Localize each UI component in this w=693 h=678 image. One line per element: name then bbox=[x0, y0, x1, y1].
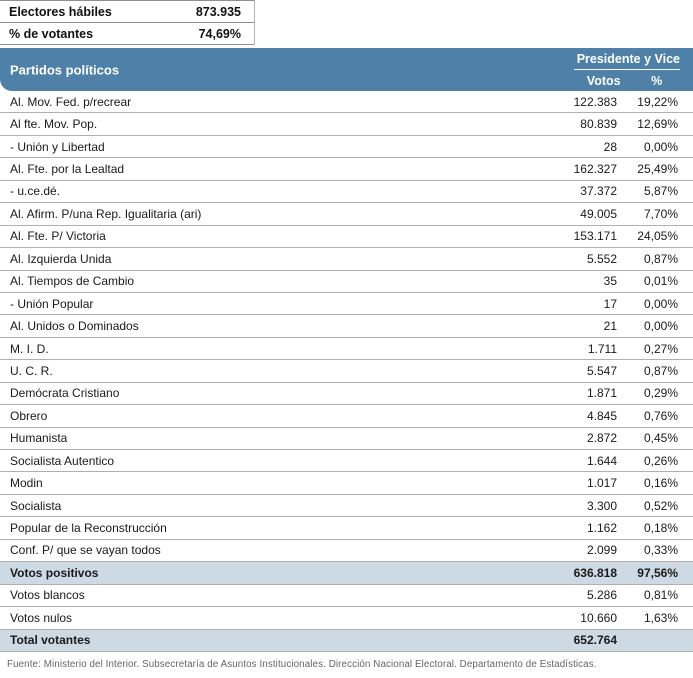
table-row bbox=[0, 428, 693, 450]
group-header-label: Presidente y Vice bbox=[574, 48, 680, 70]
summary-label: Electores hábiles bbox=[9, 4, 112, 19]
table-row bbox=[0, 203, 693, 225]
votes-value: 652.764 bbox=[573, 633, 617, 648]
votes-value: 28 bbox=[603, 139, 617, 154]
percent-value: 12,69% bbox=[637, 117, 678, 132]
party-name: Humanista bbox=[10, 431, 68, 446]
votes-value: 122.383 bbox=[573, 94, 617, 109]
table-row bbox=[0, 315, 693, 337]
percent-value: 7,70% bbox=[643, 206, 678, 221]
votes-value: 35 bbox=[603, 274, 617, 289]
table-row bbox=[0, 293, 693, 315]
summary-value: 873.935 bbox=[195, 4, 241, 19]
party-name: Al. Afirm. P/una Rep. Igualitaria (ari) bbox=[10, 206, 202, 221]
votes-value: 49.005 bbox=[580, 206, 617, 221]
votes-value: 10.660 bbox=[580, 610, 617, 625]
party-name: Obrero bbox=[10, 408, 48, 423]
percent-value: 0,33% bbox=[643, 543, 678, 558]
party-name: U. C. R. bbox=[10, 363, 53, 378]
table-row bbox=[0, 472, 693, 494]
summary-row-electores bbox=[0, 1, 254, 23]
percent-value: 0,76% bbox=[643, 408, 678, 423]
votes-value: 1.871 bbox=[586, 386, 617, 401]
party-name: Socialista Autentico bbox=[10, 453, 115, 468]
votes-value: 5.552 bbox=[586, 251, 617, 266]
percent-value: 0,87% bbox=[643, 363, 678, 378]
summary-label: % de votantes bbox=[9, 26, 94, 41]
percent-value: 0,00% bbox=[643, 319, 678, 334]
votes-value: 2.872 bbox=[586, 431, 617, 446]
table-row bbox=[0, 360, 693, 382]
table-row bbox=[0, 338, 693, 360]
summary-row-votantes bbox=[0, 23, 254, 45]
votes-value: 1.017 bbox=[586, 476, 617, 491]
party-name: Al. Mov. Fed. p/recrear bbox=[10, 94, 132, 109]
percent-value: 25,49% bbox=[637, 162, 678, 177]
votes-value: 5.286 bbox=[586, 588, 617, 603]
table-row bbox=[0, 607, 693, 629]
percent-value: 97,56% bbox=[637, 565, 678, 580]
votes-value: 21 bbox=[603, 319, 617, 334]
party-name: Al. Tiempos de Cambio bbox=[10, 274, 135, 289]
table-header bbox=[0, 48, 693, 91]
percent-value: 24,05% bbox=[637, 229, 678, 244]
table-row bbox=[0, 136, 693, 158]
votes-value: 17 bbox=[603, 296, 617, 311]
percent-value: 0,01% bbox=[643, 274, 678, 289]
percent-value: 0,18% bbox=[643, 521, 678, 536]
table-row bbox=[0, 181, 693, 203]
votes-value: 5.547 bbox=[586, 363, 617, 378]
party-name: Modin bbox=[10, 476, 43, 491]
column-header-pct: % bbox=[651, 73, 663, 88]
column-header-parties: Partidos políticos bbox=[10, 62, 120, 77]
votes-value: 3.300 bbox=[586, 498, 617, 513]
percent-value: 19,22% bbox=[637, 94, 678, 109]
votes-value: 37.372 bbox=[580, 184, 617, 199]
party-name: Al fte. Mov. Pop. bbox=[10, 117, 98, 132]
percent-value: 0,27% bbox=[643, 341, 678, 356]
percent-value: 0,26% bbox=[643, 453, 678, 468]
table-row bbox=[0, 540, 693, 562]
party-name: Total votantes bbox=[10, 633, 91, 648]
party-name: Votos blancos bbox=[10, 588, 85, 603]
party-name: - Unión y Libertad bbox=[10, 139, 105, 154]
summary-table bbox=[0, 0, 255, 45]
header-group-presidente bbox=[574, 48, 680, 91]
table-row bbox=[0, 226, 693, 248]
percent-value: 0,81% bbox=[643, 588, 678, 603]
table-row bbox=[0, 113, 693, 135]
column-header-votos: Votos bbox=[586, 73, 621, 88]
percent-value: 0,16% bbox=[643, 476, 678, 491]
party-name: Votos positivos bbox=[10, 565, 99, 580]
table-row bbox=[0, 91, 693, 113]
votes-value: 1.644 bbox=[586, 453, 617, 468]
percent-value: 1,63% bbox=[643, 610, 678, 625]
party-name: Socialista bbox=[10, 498, 62, 513]
percent-value: 0,52% bbox=[643, 498, 678, 513]
table-row bbox=[0, 585, 693, 607]
party-name: Al. Fte. por la Lealtad bbox=[10, 162, 125, 177]
party-name: Al. Izquierda Unida bbox=[10, 251, 112, 266]
votes-value: 2.099 bbox=[586, 543, 617, 558]
party-name: Al. Fte. P/ Victoria bbox=[10, 229, 106, 244]
percent-value: 0,00% bbox=[643, 139, 678, 154]
percent-value: 0,45% bbox=[643, 431, 678, 446]
votes-value: 153.171 bbox=[573, 229, 617, 244]
summary-value: 74,69% bbox=[198, 26, 241, 41]
party-name: Al. Unidos o Dominados bbox=[10, 319, 139, 334]
source-note: Fuente: Ministerio del Interior. Subsecretaría de Asuntos Institucionales. Dirección Nacional Electoral. Departamento de Estadísticas. bbox=[7, 658, 597, 670]
table-row bbox=[0, 517, 693, 539]
party-name: Popular de la Reconstrucción bbox=[10, 521, 167, 536]
party-name: Conf. P/ que se vayan todos bbox=[10, 543, 161, 558]
table-row bbox=[0, 630, 693, 652]
percent-value: 0,87% bbox=[643, 251, 678, 266]
party-name: M. I. D. bbox=[10, 341, 49, 356]
percent-value: 0,00% bbox=[643, 296, 678, 311]
sub-column-headers bbox=[574, 70, 680, 91]
table-row bbox=[0, 271, 693, 293]
votes-value: 1.711 bbox=[587, 341, 617, 356]
table-row bbox=[0, 562, 693, 584]
table-row bbox=[0, 158, 693, 180]
table-row bbox=[0, 248, 693, 270]
votes-value: 1.162 bbox=[586, 521, 617, 536]
table-row bbox=[0, 450, 693, 472]
results-table-body bbox=[0, 91, 693, 652]
table-row bbox=[0, 383, 693, 405]
party-name: - Unión Popular bbox=[10, 296, 94, 311]
percent-value: 0,29% bbox=[643, 386, 678, 401]
percent-value: 5,87% bbox=[643, 184, 678, 199]
table-row bbox=[0, 495, 693, 517]
party-name: - u.ce.dé. bbox=[10, 184, 61, 199]
table-row bbox=[0, 405, 693, 427]
votes-value: 636.818 bbox=[573, 565, 617, 580]
votes-value: 80.839 bbox=[580, 117, 617, 132]
party-name: Demócrata Cristiano bbox=[10, 386, 120, 401]
party-name: Votos nulos bbox=[10, 610, 73, 625]
votes-value: 4.845 bbox=[586, 408, 617, 423]
votes-value: 162.327 bbox=[573, 162, 617, 177]
